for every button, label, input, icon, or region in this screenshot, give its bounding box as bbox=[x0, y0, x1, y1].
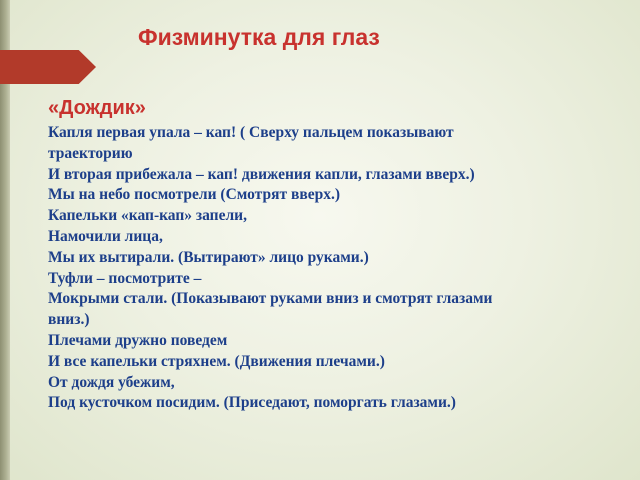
poem-line: Мы на небо посмотрели (Смотрят вверх.) bbox=[48, 186, 340, 204]
poem-line: Под кусточком посидим. (Приседают, поморгать глазами.) bbox=[48, 394, 456, 412]
poem-line: Плечами дружно поведем bbox=[48, 331, 228, 349]
poem-line: Намочили лица, bbox=[48, 227, 163, 245]
poem-line: От дождя убежим, bbox=[48, 373, 175, 391]
poem-line: Туфли – посмотрите – bbox=[48, 269, 202, 287]
slide-title: Физминутка для глаз bbox=[138, 24, 380, 50]
slide-content bbox=[48, 96, 608, 414]
poem-line: траекторию bbox=[48, 144, 133, 162]
poem-line: И все капельки стряхнем. (Движения плечами.) bbox=[48, 352, 385, 370]
poem-line: Капельки «кап-кап» запели, bbox=[48, 207, 247, 225]
poem-line: вниз.) bbox=[48, 311, 90, 329]
poem-line: Мы их вытирали. (Вытирают» лицо руками.) bbox=[48, 248, 369, 266]
poem-line: Мокрыми стали. (Показывают руками вниз и смотрят глазами bbox=[48, 290, 493, 308]
poem-line: Капля первая упала – кап! ( Сверху пальцем показывают bbox=[48, 124, 454, 141]
poem-body bbox=[48, 123, 608, 414]
poem-title: «Дождик» bbox=[48, 97, 146, 119]
poem-line: И вторая прибежала – кап! движения капли, глазами вверх.) bbox=[48, 165, 475, 183]
accent-arrow-shape bbox=[0, 50, 96, 84]
